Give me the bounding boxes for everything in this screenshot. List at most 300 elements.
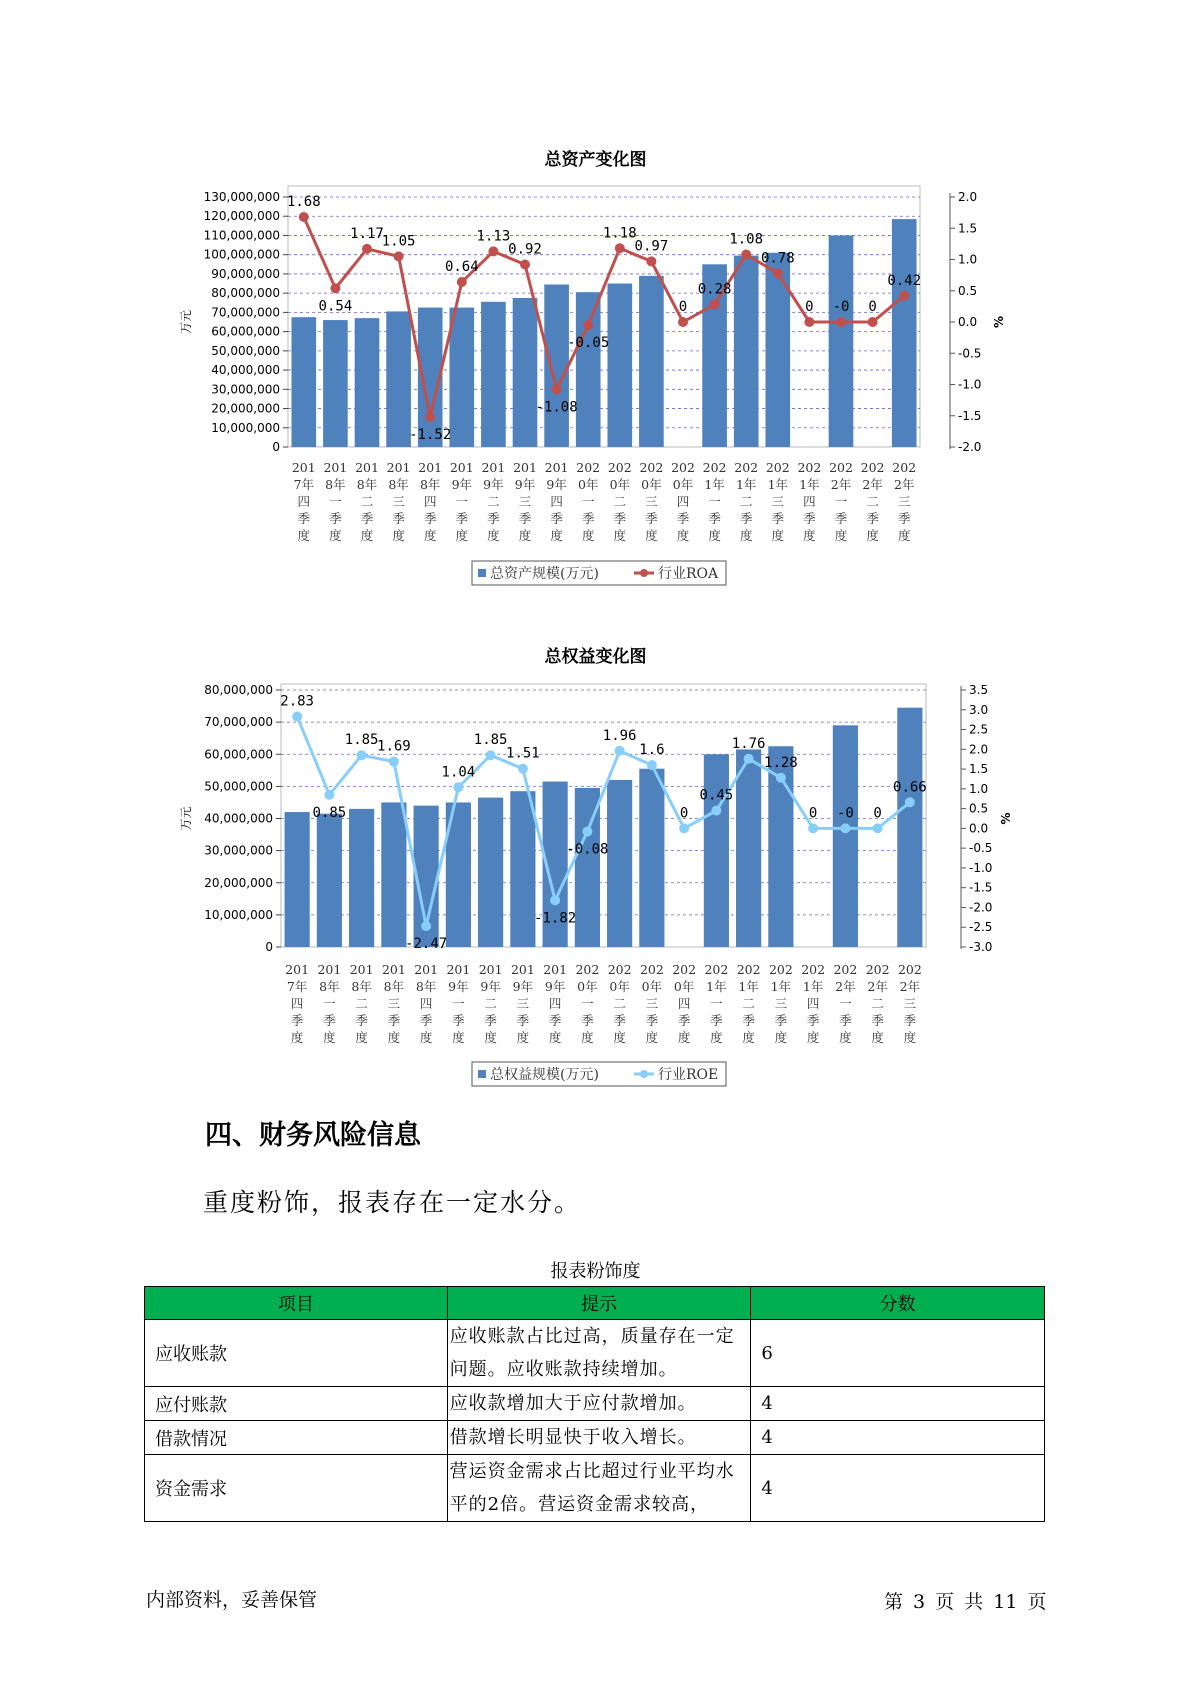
x-tick-label: 二	[360, 494, 374, 509]
x-tick-label: 二	[739, 494, 753, 509]
x-tick-label: 二	[871, 996, 884, 1011]
footer-page-number: 第 3 页 共 11 页	[884, 1591, 1047, 1613]
line-point	[615, 746, 625, 756]
x-tick-label: 202	[865, 962, 890, 977]
x-tick-label: 202	[801, 962, 826, 977]
x-tick-label: 一	[455, 494, 469, 509]
x-tick-label: 一	[581, 494, 595, 509]
y2-tick-label: -1.0	[958, 377, 982, 392]
x-tick-label: 202	[736, 962, 761, 977]
x-tick-label: 9年	[483, 477, 504, 492]
bar	[736, 749, 761, 947]
data-label: 2.83	[280, 693, 314, 710]
x-tick-label: 季	[323, 1013, 336, 1028]
x-tick-label: 8年	[356, 477, 378, 492]
data-label: -1.82	[534, 910, 577, 927]
x-tick-label: 度	[329, 528, 342, 543]
data-label: 0	[868, 299, 877, 315]
y-tick-label: 130,000,000	[203, 190, 280, 204]
x-tick-label: 季	[423, 511, 437, 526]
x-tick-label: 四	[548, 996, 562, 1011]
y-tick-label: 10,000,000	[211, 420, 280, 435]
x-tick-label: 202	[607, 460, 632, 475]
x-tick-label: 9年	[448, 979, 469, 994]
x-tick-label: 四	[676, 494, 690, 509]
x-tick-label: 度	[866, 528, 879, 543]
x-tick-label: 二	[742, 996, 755, 1011]
data-label: 1.6	[639, 742, 665, 759]
x-tick-label: 202	[765, 460, 790, 475]
x-tick-label: 0年	[673, 979, 695, 994]
x-tick-label: 2年	[835, 979, 856, 994]
data-label: 0	[678, 299, 688, 315]
y-tick-label: 70,000,000	[204, 715, 273, 730]
data-label: 0.45	[699, 787, 734, 804]
x-tick-label: 三	[516, 996, 530, 1011]
data-label: -1.52	[409, 427, 452, 443]
y2-tick-label: 2.5	[969, 722, 989, 737]
x-tick-label: 202	[833, 962, 858, 977]
x-tick-label: 一	[839, 996, 852, 1011]
x-tick-label: 四	[297, 494, 311, 509]
line-point	[486, 750, 496, 760]
x-tick-label: 三	[645, 494, 658, 509]
x-tick-label: 201	[478, 962, 503, 977]
total-equity-chart	[0, 666, 1191, 1098]
x-tick-label: 1年	[770, 979, 792, 994]
x-tick-label: 1年	[799, 477, 820, 492]
y-tick-label: 40,000,000	[211, 363, 280, 378]
legend-line-marker	[640, 569, 648, 577]
x-tick-label: 1年	[704, 477, 725, 492]
x-tick-label: 三	[518, 494, 532, 509]
bar	[765, 253, 790, 447]
x-tick-label: 季	[613, 511, 627, 526]
x-tick-label: 季	[676, 511, 690, 526]
line-point	[679, 823, 689, 833]
x-tick-label: 度	[323, 1030, 336, 1045]
x-tick-label: 度	[897, 528, 911, 543]
table-row	[145, 1387, 1045, 1421]
data-label: 0.97	[634, 238, 669, 255]
data-label: 1.51	[506, 745, 540, 762]
x-tick-label: 0年	[641, 979, 663, 994]
x-tick-label: 度	[455, 528, 469, 543]
line-point	[647, 760, 657, 770]
legend-bar-label: 总资产规模(万元)	[490, 566, 599, 582]
x-tick-label: 201	[381, 962, 406, 977]
x-tick-label: 季	[581, 511, 595, 526]
line-point	[873, 823, 883, 833]
x-tick-label: 二	[355, 996, 368, 1011]
x-tick-label: 度	[803, 528, 816, 543]
x-tick-label: 201	[355, 460, 379, 475]
x-tick-label: 0年	[609, 979, 630, 994]
x-tick-label: 季	[771, 511, 785, 526]
table-row	[145, 1421, 1045, 1455]
data-label: 0.85	[312, 804, 347, 821]
y2-tick-label: 1.5	[958, 221, 978, 236]
x-tick-label: 0年	[609, 477, 631, 492]
legend-line-label: 行业ROA	[658, 566, 719, 582]
y-tick-label: 90,000,000	[211, 266, 280, 281]
x-tick-label: 四	[290, 996, 304, 1011]
line-point	[425, 412, 435, 422]
x-tick-label: 1年	[738, 979, 759, 994]
x-tick-label: 季	[484, 1013, 497, 1028]
data-label: 0	[808, 805, 818, 822]
data-label: -2.47	[405, 936, 448, 953]
x-tick-label: 202	[734, 460, 759, 475]
x-tick-label: 度	[487, 528, 500, 543]
data-label: 0.54	[318, 298, 353, 315]
y2-tick-label: -0.5	[969, 841, 993, 856]
y-tick-label: 30,000,000	[204, 843, 273, 858]
x-tick-label: 9年	[546, 477, 567, 492]
x-tick-label: 度	[419, 1030, 433, 1045]
bar	[285, 812, 310, 947]
x-tick-label: 7年	[286, 979, 308, 994]
x-tick-label: 度	[290, 1030, 304, 1045]
x-tick-label: 三	[774, 996, 788, 1011]
x-tick-label: 度	[581, 528, 595, 543]
bar	[704, 754, 729, 947]
x-tick-label: 度	[548, 1030, 562, 1045]
y-tick-label: 40,000,000	[204, 811, 273, 826]
x-tick-label: 度	[581, 1030, 594, 1045]
y2-tick-label: -2.0	[958, 440, 982, 454]
x-tick-label: 2年	[830, 477, 852, 492]
x-tick-label: 8年	[325, 477, 346, 492]
x-tick-label: 2年	[899, 979, 921, 994]
x-tick-label: 季	[834, 511, 848, 526]
y2-tick-label: 0.5	[958, 283, 978, 298]
data-label: 1.76	[731, 735, 766, 752]
line-point	[330, 283, 340, 293]
row-hint: 应收账款占比过高，质量存在一定问题。应收账款持续增加。	[447, 1320, 751, 1387]
x-tick-label: 201	[446, 962, 471, 977]
data-label: 1.05	[381, 233, 416, 250]
y2-tick-label: 1.0	[969, 781, 989, 796]
x-tick-label: 季	[739, 511, 753, 526]
line-point	[552, 385, 562, 395]
x-tick-label: 8年	[383, 979, 405, 994]
line-point	[362, 244, 372, 254]
x-tick-label: 201	[513, 460, 537, 475]
x-tick-label: 二	[866, 494, 879, 509]
line-point	[678, 317, 688, 327]
x-tick-label: 季	[487, 511, 500, 526]
data-label: -0.05	[567, 335, 610, 352]
data-label: 1.68	[286, 194, 321, 210]
x-tick-label: 201	[386, 460, 411, 475]
line-point	[453, 782, 463, 792]
x-tick-label: 一	[329, 494, 342, 509]
x-tick-label: 8年	[351, 979, 372, 994]
line-point	[808, 823, 818, 833]
x-tick-label: 季	[548, 1013, 562, 1028]
x-tick-label: 度	[387, 1030, 401, 1045]
x-tick-label: 二	[613, 494, 627, 509]
x-tick-label: 三	[771, 494, 785, 509]
y-tick-label: 60,000,000	[204, 747, 273, 762]
x-tick-label: 度	[739, 528, 753, 543]
x-tick-label: 一	[834, 494, 848, 509]
row-hint: 营运资金需求占比超过行业平均水平的2倍。营运资金需求较高，	[447, 1455, 751, 1522]
line-point	[710, 300, 720, 310]
x-tick-label: 季	[871, 1013, 884, 1028]
header-item: 项目	[145, 1287, 448, 1320]
x-tick-label: 2年	[893, 477, 915, 492]
bar	[829, 235, 854, 447]
x-tick-label: 度	[771, 528, 785, 543]
y2-tick-label: 0.0	[969, 821, 989, 836]
x-tick-label: 201	[323, 460, 348, 475]
x-tick-label: 8年	[388, 477, 409, 492]
line-point	[520, 260, 530, 270]
x-tick-label: 季	[806, 1013, 820, 1028]
x-tick-label: 度	[645, 528, 658, 543]
x-tick-label: 度	[360, 528, 374, 543]
line-point	[583, 320, 593, 330]
x-tick-label: 2年	[862, 477, 883, 492]
y2-tick-label: 1.0	[958, 252, 978, 267]
y-tick-label: 80,000,000	[211, 286, 280, 301]
y2-tick-label: 1.5	[969, 762, 989, 777]
x-tick-label: 201	[510, 962, 535, 977]
data-label: -0.08	[566, 841, 609, 858]
line-point	[324, 790, 334, 800]
x-tick-label: 度	[708, 528, 721, 543]
x-tick-label: 季	[897, 511, 911, 526]
x-tick-label: 一	[323, 996, 336, 1011]
legend-bar-label: 总权益规模(万元)	[490, 1067, 599, 1083]
x-tick-label: 202	[829, 460, 853, 475]
data-label: 0	[679, 805, 689, 822]
x-tick-label: 二	[487, 494, 500, 509]
row-score: 4	[751, 1455, 1045, 1522]
bar	[513, 298, 538, 447]
x-tick-label: 0年	[641, 477, 662, 492]
plot-frame	[281, 684, 926, 947]
x-tick-label: 季	[518, 511, 532, 526]
x-tick-label: 三	[645, 996, 659, 1011]
x-tick-label: 四	[419, 996, 433, 1011]
line-point	[773, 268, 783, 278]
x-tick-label: 季	[452, 1013, 465, 1028]
x-tick-label: 季	[742, 1013, 755, 1028]
data-label: 1.85	[344, 732, 379, 749]
y2-tick-label: -1.0	[969, 860, 993, 875]
bar	[510, 791, 535, 947]
x-tick-label: 201	[291, 460, 316, 475]
x-tick-label: 201	[544, 460, 569, 475]
footer-confidential: 内部资料，妥善保管	[146, 1589, 318, 1611]
bar	[892, 219, 917, 447]
y2-axis-title: %	[999, 812, 1013, 825]
x-tick-label: 四	[803, 494, 816, 509]
x-tick-label: 季	[645, 1013, 659, 1028]
y-axis-title: 万元	[179, 309, 193, 335]
row-item: 借款情况	[145, 1421, 448, 1455]
data-label: 0.92	[508, 241, 542, 258]
x-tick-label: 201	[317, 962, 342, 977]
x-tick-label: 季	[329, 511, 342, 526]
line-point	[292, 711, 302, 721]
y-tick-label: 50,000,000	[204, 779, 273, 794]
x-tick-label: 四	[677, 996, 691, 1011]
bar	[544, 285, 569, 448]
x-tick-label: 度	[742, 1030, 755, 1045]
bar	[897, 708, 922, 947]
y-tick-label: 120,000,000	[203, 209, 280, 224]
total-assets-chart	[0, 170, 1191, 600]
bar	[576, 292, 601, 447]
x-tick-label: 9年	[514, 477, 536, 492]
y-tick-label: 110,000,000	[203, 228, 280, 243]
data-label: 1.96	[602, 727, 637, 744]
line-point	[776, 773, 786, 783]
x-tick-label: 2年	[867, 979, 888, 994]
x-tick-label: 度	[452, 1030, 465, 1045]
line-point	[550, 895, 560, 905]
x-tick-label: 四	[550, 494, 563, 509]
line-point	[836, 317, 846, 327]
x-tick-label: 202	[702, 460, 727, 475]
y2-tick-label: -1.5	[958, 408, 982, 423]
x-tick-label: 季	[455, 511, 469, 526]
data-label: 1.85	[473, 732, 508, 749]
y2-axis-title: %	[992, 315, 1006, 329]
x-tick-label: 季	[387, 1013, 401, 1028]
y2-tick-label: -2.5	[969, 920, 993, 935]
x-tick-label: 季	[645, 511, 658, 526]
x-tick-label: 1年	[802, 979, 824, 994]
x-tick-label: 9年	[512, 979, 534, 994]
table-row	[145, 1320, 1045, 1387]
bar	[607, 780, 632, 947]
x-tick-label: 202	[768, 962, 793, 977]
x-tick-label: 二	[613, 996, 626, 1011]
y-tick-label: 50,000,000	[211, 343, 280, 358]
data-label: 0.28	[697, 281, 732, 298]
line-point	[905, 797, 915, 807]
x-tick-label: 度	[774, 1030, 788, 1045]
line-point	[394, 251, 404, 261]
x-tick-label: 202	[897, 962, 922, 977]
x-tick-label: 202	[607, 962, 632, 977]
x-tick-label: 一	[452, 996, 465, 1011]
x-tick-label: 0年	[577, 477, 599, 492]
table-caption: 报表粉饰度	[550, 1261, 641, 1282]
section-heading: 四、财务风险信息	[205, 1120, 421, 1151]
bar	[639, 769, 664, 947]
line-point	[711, 806, 721, 816]
x-tick-label: 季	[290, 1013, 304, 1028]
y-tick-label: 30,000,000	[211, 382, 280, 397]
row-item: 资金需求	[145, 1455, 448, 1522]
x-tick-label: 202	[860, 460, 885, 475]
x-tick-label: 三	[387, 996, 401, 1011]
x-tick-label: 三	[903, 996, 917, 1011]
x-tick-label: 度	[518, 528, 532, 543]
line-point	[518, 764, 528, 774]
x-tick-label: 202	[671, 460, 695, 475]
data-label: 0.64	[444, 259, 479, 275]
bar	[607, 284, 632, 447]
x-tick-label: 四	[806, 996, 820, 1011]
x-tick-label: 201	[418, 460, 443, 475]
x-tick-label: 202	[672, 962, 697, 977]
x-tick-label: 202	[575, 962, 600, 977]
chart2-title: 总权益变化图	[544, 647, 647, 667]
x-tick-label: 1年	[706, 979, 727, 994]
bar	[734, 256, 759, 447]
x-tick-label: 8年	[419, 477, 441, 492]
x-tick-label: 度	[550, 528, 563, 543]
line-point	[868, 317, 878, 327]
table-row	[145, 1455, 1045, 1522]
x-tick-label: 201	[481, 460, 506, 475]
x-tick-label: 三	[897, 494, 911, 509]
x-tick-label: 202	[892, 460, 917, 475]
x-tick-label: 季	[903, 1013, 917, 1028]
y2-tick-label: -2.0	[969, 900, 993, 915]
x-tick-label: 202	[704, 962, 729, 977]
y-axis-title: 万元	[179, 806, 193, 831]
x-tick-label: 202	[797, 460, 822, 475]
line-point	[804, 317, 814, 327]
data-label: 1.17	[350, 225, 384, 242]
x-tick-label: 季	[803, 511, 816, 526]
x-tick-label: 季	[710, 1013, 723, 1028]
x-tick-label: 度	[839, 1030, 852, 1045]
bar	[478, 798, 503, 947]
x-tick-label: 度	[676, 528, 690, 543]
line-point	[457, 277, 467, 287]
x-tick-label: 度	[613, 528, 627, 543]
x-tick-label: 度	[423, 528, 437, 543]
x-tick-label: 季	[677, 1013, 691, 1028]
y2-tick-label: 0.5	[969, 801, 989, 816]
x-tick-label: 季	[839, 1013, 852, 1028]
legend-line-marker	[640, 1070, 648, 1078]
x-tick-label: 0年	[672, 477, 694, 492]
x-tick-label: 季	[355, 1013, 368, 1028]
x-tick-label: 202	[639, 962, 664, 977]
x-tick-label: 季	[392, 511, 405, 526]
y2-tick-label: 2.0	[969, 742, 989, 757]
x-tick-label: 三	[392, 494, 405, 509]
row-score: 6	[751, 1320, 1045, 1387]
y2-tick-label: -3.0	[969, 940, 993, 954]
row-score: 4	[751, 1387, 1045, 1421]
row-score: 4	[751, 1421, 1045, 1455]
header-hint: 提示	[447, 1287, 751, 1320]
x-tick-label: 201	[414, 962, 439, 977]
data-label: -0	[832, 299, 850, 315]
x-tick-label: 度	[613, 1030, 626, 1045]
x-tick-label: 度	[516, 1030, 530, 1045]
line-point	[899, 291, 909, 301]
bar	[449, 308, 474, 447]
bar	[381, 802, 406, 947]
x-tick-label: 度	[834, 528, 848, 543]
legend-bar-swatch	[478, 569, 486, 577]
y-tick-label: 60,000,000	[211, 324, 280, 339]
data-label: 0	[873, 805, 882, 822]
y2-tick-label: -1.5	[969, 880, 993, 895]
